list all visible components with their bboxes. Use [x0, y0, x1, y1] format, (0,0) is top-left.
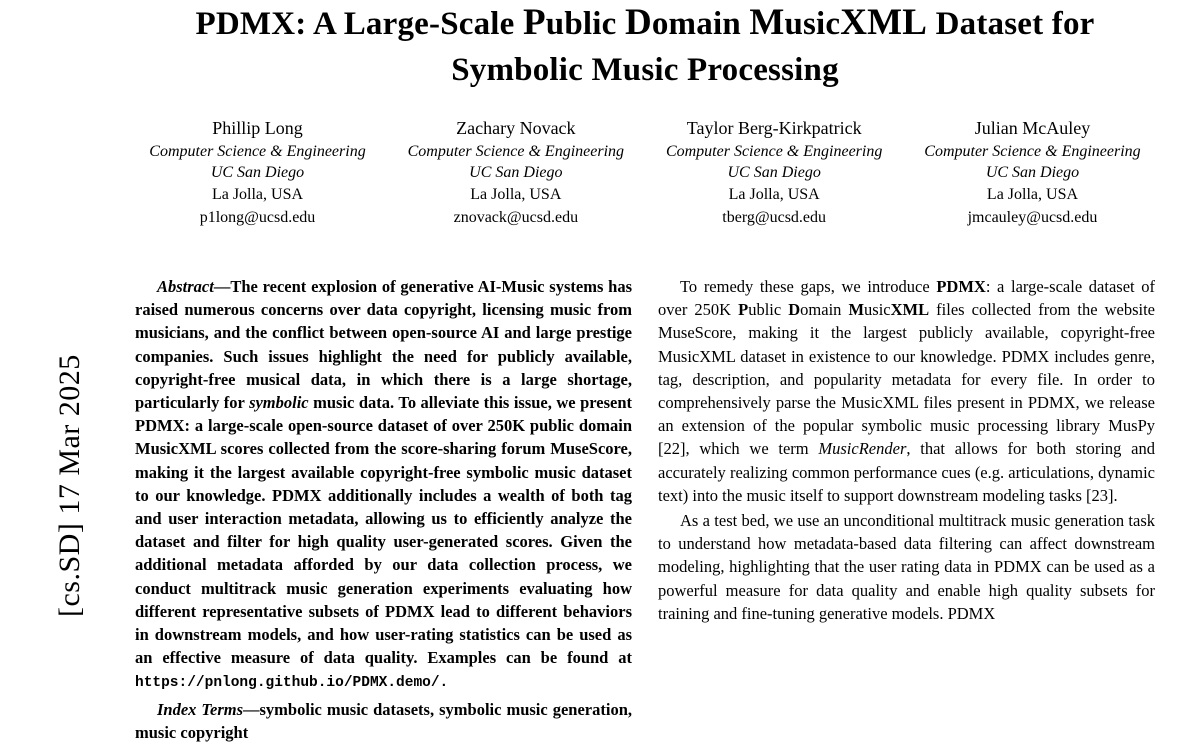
intro-paragraph-1: To remedy these gaps, we introduce PDMX: a large-scale dataset of over 250K Public Domain MusicXML files collected from the website MuseScore, making it the largest publicly available, copyright-free MusicXML dataset in existence to our knowledge. PDMX includes genre, tag, description, and popularity metadata for every file. In order to comprehensively parse the MusicXML files present in PDMX, we release an extension of the popular symbolic music processing library MusPy [22], which we term MusicRender, that allows for both storing and accurately realizing common performance cues (e.g. articulations, dynamic text) into the music itself to support downstream modeling tasks [23].	[658, 277, 1155, 505]
page-title-line1: PDMX: A Large-Scale Public Domain MusicXML Dataset for	[195, 2, 1095, 43]
index-terms-paragraph	[135, 698, 632, 744]
author-name: Julian McAuley	[974, 118, 1091, 138]
page-title-line2: Symbolic Music Processing	[451, 52, 839, 88]
paper-body	[90, 0, 1200, 742]
author-organization: UC San Diego	[469, 164, 563, 181]
author-city: La Jolla, USA	[211, 186, 304, 203]
author-department: Computer Science & Engineering	[665, 143, 883, 160]
author-email: tberg@ucsd.edu	[722, 209, 827, 226]
body-columns	[135, 275, 1155, 744]
index-terms-label: Index Terms	[157, 699, 244, 719]
page-title	[130, 0, 1160, 93]
author-department: Computer Science & Engineering	[924, 143, 1141, 160]
author-block	[388, 117, 643, 229]
demo-url-link[interactable]: https://pnlong.github.io/PDMX.demo/.	[135, 675, 449, 692]
author-block	[130, 117, 385, 229]
abstract-paragraph	[135, 275, 632, 696]
author-name: Zachary Novack	[456, 118, 576, 138]
author-department: Computer Science & Engineering	[407, 143, 625, 160]
author-department: Computer Science & Engineering	[149, 143, 366, 160]
author-list	[130, 117, 1160, 229]
author-email: znovack@ucsd.edu	[453, 209, 579, 226]
author-organization: UC San Diego	[985, 164, 1080, 181]
right-column	[658, 275, 1155, 744]
index-terms-text: —symbolic music datasets, symbolic music generation, music copyright	[135, 699, 632, 742]
author-city: La Jolla, USA	[986, 186, 1079, 203]
abstract-text: —The recent explosion of generative AI-Music systems has raised numerous concerns over data copyright, licensing music from musicians, and the conflict between open-source AI and large prestige companies. Such issues highlight the need for publicly available, copyright-free musical data, in which there is a large shortage, particularly for symbolic music data. To alleviate this issue, we present PDMX: a large-scale open-source dataset of over 250K public domain MusicXML scores collected from the score-sharing forum MuseScore, making it the largest available copyright-free symbolic music dataset to our knowledge. PDMX additionally includes a wealth of both tag and user interaction metadata, allowing us to efficiently analyze the dataset and filter for high quality user-generated scores. Given the additional metadata afforded by our data collection process, we conduct multitrack music generation experiments evaluating how different representative subsets of PDMX lead to different behaviors in downstream models, and how user-rating statistics can be used as an effective measure of data quality. Examples can be found at	[135, 277, 633, 668]
author-block	[905, 117, 1160, 229]
author-email: jmcauley@ucsd.edu	[967, 209, 1098, 226]
author-block	[647, 117, 902, 229]
intro-paragraph-2: As a test bed, we use an unconditional multitrack music generation task to understand how metadata-based data filtering can affect downstream modeling, highlighting that the user rating data in PDMX can be used as a powerful measure for data quality and enable high quality subsets for training and fine-tuning generative models. PDMX	[658, 511, 1155, 623]
arxiv-stamp	[0, 0, 90, 648]
arxiv-stamp-text: [cs.SD] 17 Mar 2025	[53, 354, 86, 617]
author-city: La Jolla, USA	[470, 186, 562, 203]
author-organization: UC San Diego	[210, 164, 305, 181]
author-name: Phillip Long	[212, 118, 303, 138]
author-city: La Jolla, USA	[728, 186, 820, 203]
author-email: p1long@ucsd.edu	[199, 209, 316, 226]
abstract-label: Abstract	[157, 277, 214, 296]
author-organization: UC San Diego	[727, 164, 821, 181]
author-name: Taylor Berg-Kirkpatrick	[686, 118, 862, 138]
left-column	[135, 275, 632, 744]
